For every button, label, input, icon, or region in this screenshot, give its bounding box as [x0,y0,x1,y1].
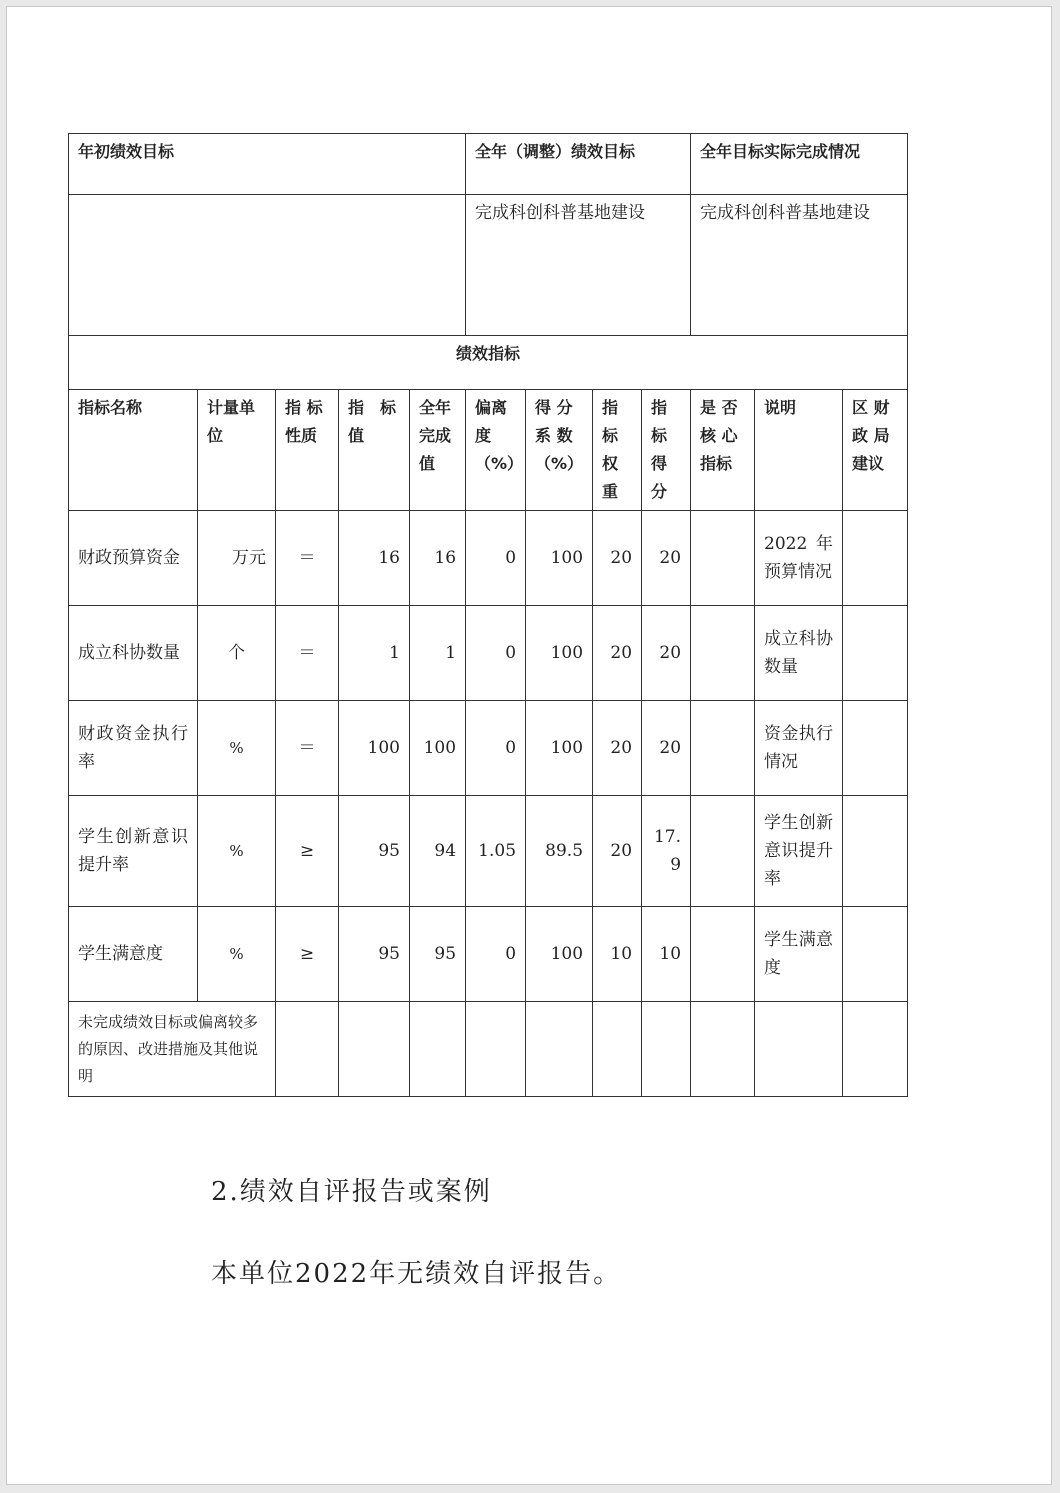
score-cell: 20 [642,701,691,796]
target-cell: 95 [339,796,410,907]
indicator-name: 学生创新意识提升率 [69,796,198,907]
section-heading: 2.绩效自评报告或案例 [211,1177,492,1207]
actual-cell: 100 [410,701,466,796]
initial-goal-cell [69,195,466,336]
score-cell: 20 [642,606,691,701]
actual-goal-cell: 完成科创科普基地建设 [691,195,908,336]
table-row [69,796,908,907]
column-header: 是 否核 心指标 [691,390,755,511]
column-header: 指标得分 [642,390,691,511]
deviation-cell: 1.05 [466,796,526,907]
footer-cell [593,1002,642,1097]
core-cell [691,701,755,796]
core-cell [691,796,755,907]
column-header: 指标名称 [69,390,198,511]
table-row [69,701,908,796]
section-title-row [69,336,908,390]
footer-cell [410,1002,466,1097]
target-cell: 100 [339,701,410,796]
column-header-row [69,390,908,511]
performance-table [68,133,908,1097]
column-header: 指标权重 [593,390,642,511]
target-cell: 1 [339,606,410,701]
note-cell: 学生创新意识提升率 [755,796,843,907]
target-cell: 16 [339,511,410,606]
indicator-name: 财政预算资金 [69,511,198,606]
table-row [69,907,908,1002]
indicator-name: 财政资金执行率 [69,701,198,796]
weight-cell: 20 [593,606,642,701]
footer-cell [276,1002,339,1097]
column-header: 说明 [755,390,843,511]
column-header: 全年完成值 [410,390,466,511]
section-body-text: 本单位2022年无绩效自评报告。 [211,1259,622,1289]
footer-row [69,1002,908,1097]
footer-cell [691,1002,755,1097]
score-cell: 10 [642,907,691,1002]
actual-cell: 16 [410,511,466,606]
nature-cell: ＝ [276,606,339,701]
column-header: 区 财政 局建议 [843,390,908,511]
coefficient-cell: 100 [526,511,593,606]
advice-cell [843,701,908,796]
goals-row [69,195,908,336]
footer-label: 未完成绩效目标或偏离较多的原因、改进措施及其他说明 [69,1002,276,1097]
note-cell: 学生满意度 [755,907,843,1002]
table-row [69,511,908,606]
weight-cell: 20 [593,796,642,907]
note-cell: 成立科协数量 [755,606,843,701]
core-cell [691,606,755,701]
nature-cell: ＝ [276,511,339,606]
footer-cell [755,1002,843,1097]
indicator-name: 学生满意度 [69,907,198,1002]
unit-cell: % [198,701,276,796]
document-page [6,6,1052,1485]
score-cell: 20 [642,511,691,606]
goals-header-row [69,134,908,195]
actual-cell: 95 [410,907,466,1002]
footer-cell [843,1002,908,1097]
advice-cell [843,511,908,606]
deviation-cell: 0 [466,701,526,796]
note-cell: 资金执行情况 [755,701,843,796]
actual-goal-header: 全年目标实际完成情况 [691,134,908,195]
deviation-cell: 0 [466,606,526,701]
coefficient-cell: 89.5 [526,796,593,907]
weight-cell: 20 [593,511,642,606]
indicator-name: 成立科协数量 [69,606,198,701]
adjusted-goal-cell: 完成科创科普基地建设 [466,195,691,336]
core-cell [691,907,755,1002]
advice-cell [843,796,908,907]
coefficient-cell: 100 [526,907,593,1002]
adjusted-goal-header: 全年（调整）绩效目标 [466,134,691,195]
table-row [69,606,908,701]
section-title: 绩效指标 [69,336,908,390]
column-header: 指 标性质 [276,390,339,511]
column-header: 指 标值 [339,390,410,511]
actual-cell: 94 [410,796,466,907]
advice-cell [843,606,908,701]
unit-cell: 个 [198,606,276,701]
column-header: 偏离度（%） [466,390,526,511]
footer-cell [339,1002,410,1097]
actual-cell: 1 [410,606,466,701]
note-cell: 2022年预算情况 [755,511,843,606]
deviation-cell: 0 [466,511,526,606]
score-cell: 17.9 [642,796,691,907]
column-header: 计量单位 [198,390,276,511]
nature-cell: ＝ [276,701,339,796]
deviation-cell: 0 [466,907,526,1002]
advice-cell [843,907,908,1002]
coefficient-cell: 100 [526,606,593,701]
unit-cell: % [198,907,276,1002]
core-cell [691,511,755,606]
unit-cell: 万元 [198,511,276,606]
nature-cell: ≥ [276,907,339,1002]
weight-cell: 20 [593,701,642,796]
coefficient-cell: 100 [526,701,593,796]
weight-cell: 10 [593,907,642,1002]
footer-cell [466,1002,526,1097]
footer-cell [526,1002,593,1097]
unit-cell: % [198,796,276,907]
initial-goal-header: 年初绩效目标 [69,134,466,195]
column-header: 得 分系 数（%） [526,390,593,511]
target-cell: 95 [339,907,410,1002]
nature-cell: ≥ [276,796,339,907]
footer-cell [642,1002,691,1097]
